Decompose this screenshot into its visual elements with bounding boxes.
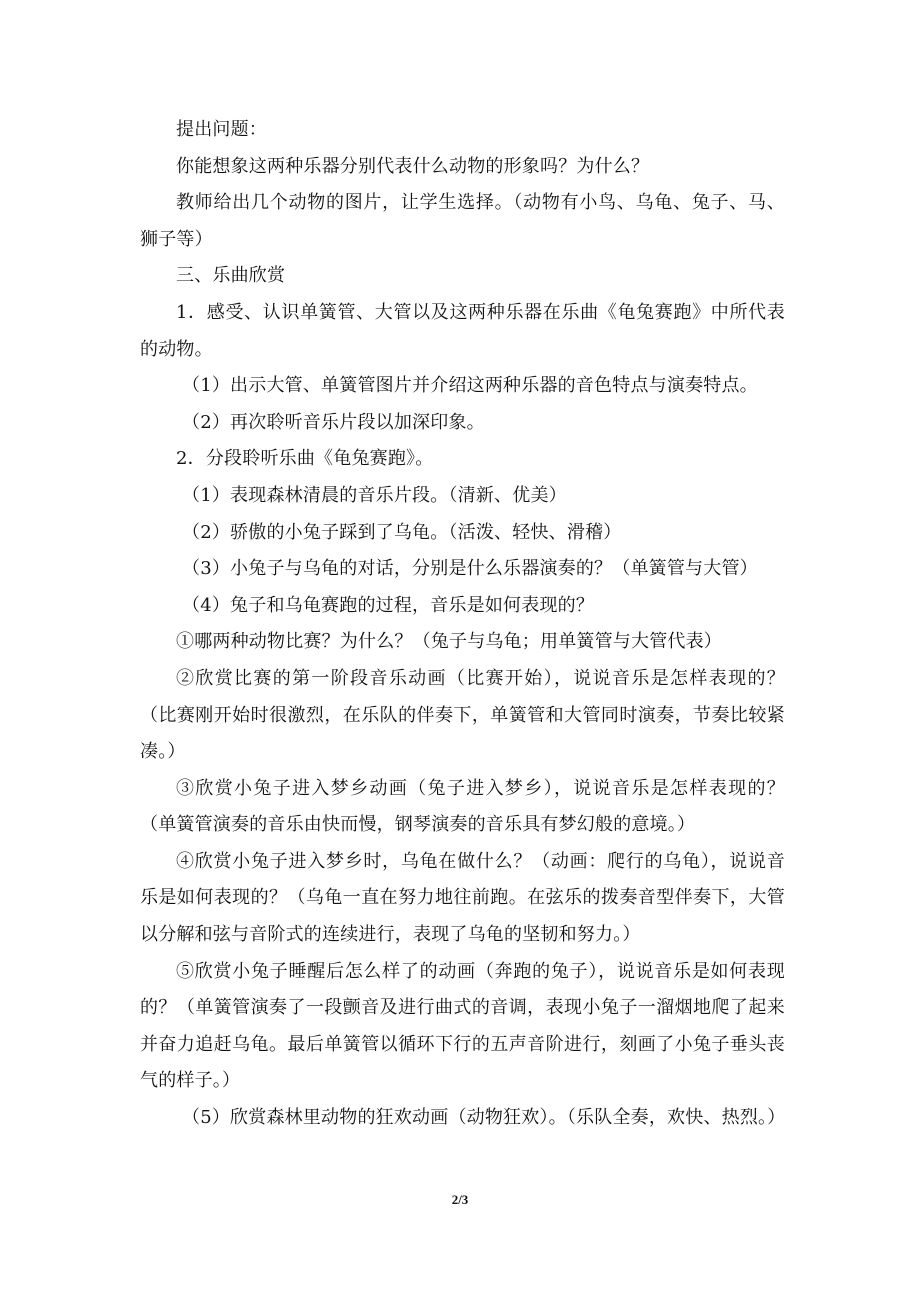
paragraph: 教师给出几个动物的图片，让学生选择。（动物有小鸟、乌龟、兔子、马、狮子等）: [140, 192, 785, 250]
paragraph: （1）表现森林清晨的音乐片段。（清新、优美）: [182, 484, 567, 506]
paragraph: 2．分段聆听乐曲《龟兔赛跑》。: [176, 448, 434, 470]
section-heading: 三、乐曲欣赏: [176, 265, 286, 287]
paragraph: （5）欣赏森林里动物的狂欢动画（动物狂欢）。（乐队全奏，欢快、热烈。）: [182, 1107, 786, 1129]
paragraph: （4）兔子和乌龟赛跑的过程，音乐是如何表现的？: [182, 594, 595, 616]
paragraph: （1）出示大管、单簧管图片并介绍这两种乐器的音色特点与演奏特点。: [182, 375, 758, 397]
paragraph: ②欣赏比赛的第一阶段音乐动画（比赛开始），说说音乐是怎样表现的？（比赛刚开始时很激烈，在乐队的伴奏下，单簧管和大管同时演奏，节奏比较紧凑。）: [140, 667, 785, 763]
paragraph: （2）骄傲的小兔子踩到了乌龟。（活泼、轻快、滑稽）: [182, 521, 622, 543]
paragraph: ①哪两种动物比赛？为什么？（兔子与乌龟；用单簧管与大管代表）: [176, 631, 722, 653]
paragraph: （3）小兔子与乌龟的对话，分别是什么乐器演奏的？（单簧管与大管）: [182, 558, 758, 580]
paragraph: 你能想象这两种乐器分别代表什么动物的形象吗？为什么？: [176, 155, 650, 177]
page-number: 2/3: [451, 1192, 469, 1207]
paragraph: 1．感受、认识单簧管、大管以及这两种乐器在乐曲《龟兔赛跑》中所代表的动物。: [140, 301, 785, 360]
paragraph: ④欣赏小兔子进入梦乡时，乌龟在做什么？（动画：爬行的乌龟），说说音乐是如何表现的？（乌龟一直在努力地往前跑。在弦乐的拨奏音型伴奏下，大管以分解和弦与音阶式的连续进行，表现了乌龟的坚韧和努力。）: [140, 850, 785, 946]
paragraph: 提出问题：: [176, 119, 267, 140]
paragraph: （2）再次聆听音乐片段以加深印象。: [182, 411, 485, 433]
paragraph: ⑤欣赏小兔子睡醒后怎么样了的动画（奔跑的兔子），说说音乐是如何表现的？（单簧管演奏了一段颤音及进行曲式的音调，表现小兔子一溜烟地爬了起来并奋力追赶乌龟。最后单簧管以循环下行的五声音阶进行，刻画了小兔子垂头丧气的样子。）: [140, 960, 785, 1092]
paragraph: ③欣赏小兔子进入梦乡动画（兔子进入梦乡），说说音乐是怎样表现的？（单簧管演奏的音乐由快而慢，钢琴演奏的音乐具有梦幻般的意境。）: [140, 777, 785, 836]
document-body: [140, 112, 785, 1137]
